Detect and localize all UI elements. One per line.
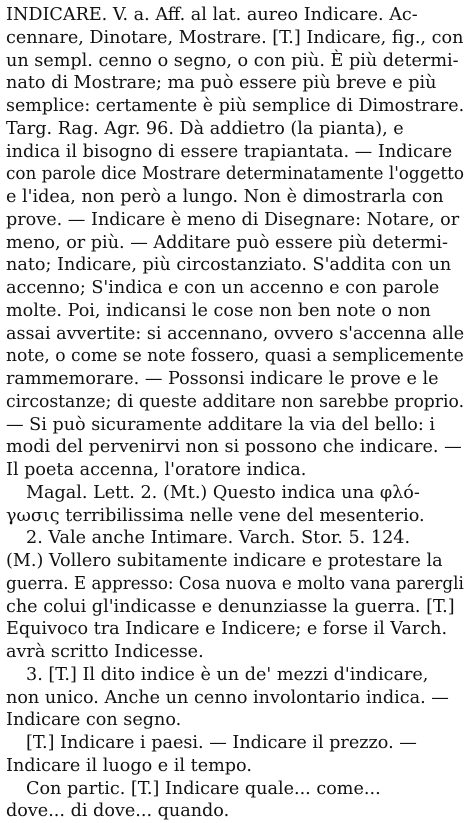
sense-2-line: 2. Vale anche Intimare. Varch. Stor. 5. 124.	[26, 528, 411, 549]
entry-line: Indicare il luogo e il tempo.	[6, 755, 252, 776]
entry-line: semplice: certamente è più semplice di Dimostrare.	[6, 96, 465, 116]
entry-line: molte. Poi, indicansi le cose non ben note o non	[6, 300, 431, 321]
entry-line: Targ. Rag. Agr. 96. Dà addietro (la pianta), e	[6, 118, 404, 139]
entry-line: modi del pervenirvi non si possono che indicare. —	[6, 437, 462, 458]
entry-line: — Si può sicuramente additare la via del bello: i	[6, 414, 436, 435]
entry-line: INDICARE. V. a. Aff. al lat. aureo Indicare. Ac-	[6, 5, 418, 25]
entry-line: circostanze; di queste additare non sarebbe proprio.	[6, 391, 465, 412]
entry-line: prove. — Indicare è meno di Disegnare: Notare, or	[6, 209, 460, 230]
entry-line: note, o come se note fossero, quasi a semplicemente	[6, 346, 464, 367]
entry-line: guerra. E appresso: Cosa nuova e molto vana parergli	[6, 573, 464, 594]
entry-line: cennare, Dinotare, Mostrare. [T.] Indicare, fig., con	[6, 27, 464, 48]
entry-line: Equivoco tra Indicare e Indicere; e forse il Varch.	[6, 619, 448, 640]
entry-line: avrà scritto Indicesse.	[6, 642, 204, 662]
entry-line: accenno; S'indica e con un accenno e con parole	[6, 278, 440, 298]
entry-line: Magal. Lett. 2. (Mt.) Questo indica una φλό-	[26, 482, 420, 503]
entry-line: un sempl. cenno o segno, o con più. È più determi-	[6, 50, 459, 71]
entry-line: non unico. Anche un cenno involontario indica. —	[6, 687, 449, 708]
dictionary-entry-indicare	[6, 4, 464, 823]
entry-line: Indicare con segno.	[6, 710, 182, 731]
entry-line: (M.) Vollero subitamente indicare e protestare la	[6, 551, 443, 571]
entry-line: Con partic. [T.] Indicare quale... come...	[26, 778, 381, 799]
entry-line: dove... di dove... quando.	[6, 801, 230, 822]
entry-line: nato; Indicare, più circostanziato. S'addita con un	[6, 255, 452, 276]
entry-line: e l'idea, non però a lungo. Non è dimostrarla con	[6, 187, 444, 207]
entry-line: γωσις terribilissima nelle vene del mesenterio.	[6, 505, 425, 526]
entry-line: con parole dice Mostrare determinatamente l'oggetto	[6, 164, 464, 185]
entry-line: assai avvertite: si accennano, ovvero s'accenna alle	[6, 323, 465, 344]
entry-line: rammemorare. — Possonsi indicare le prove e le	[6, 369, 439, 389]
entry-line: che colui gl'indicasse e denunziasse la guerra. [T.]	[6, 596, 455, 617]
entry-line: Il poeta accenna, l'oratore indica.	[6, 460, 307, 480]
entry-line: nato di Mostrare; ma può essere più breve e più	[6, 73, 437, 94]
entry-line: indica il bisogno di essere trapiantata. — Indicare	[6, 141, 453, 162]
sense-3-line: 3. [T.] Il dito indice è un de' mezzi d'indicare,	[26, 664, 429, 685]
entry-line: [T.] Indicare i paesi. — Indicare il prezzo. —	[26, 733, 417, 753]
entry-line: meno, or più. — Additare può essere più determi-	[6, 232, 448, 253]
